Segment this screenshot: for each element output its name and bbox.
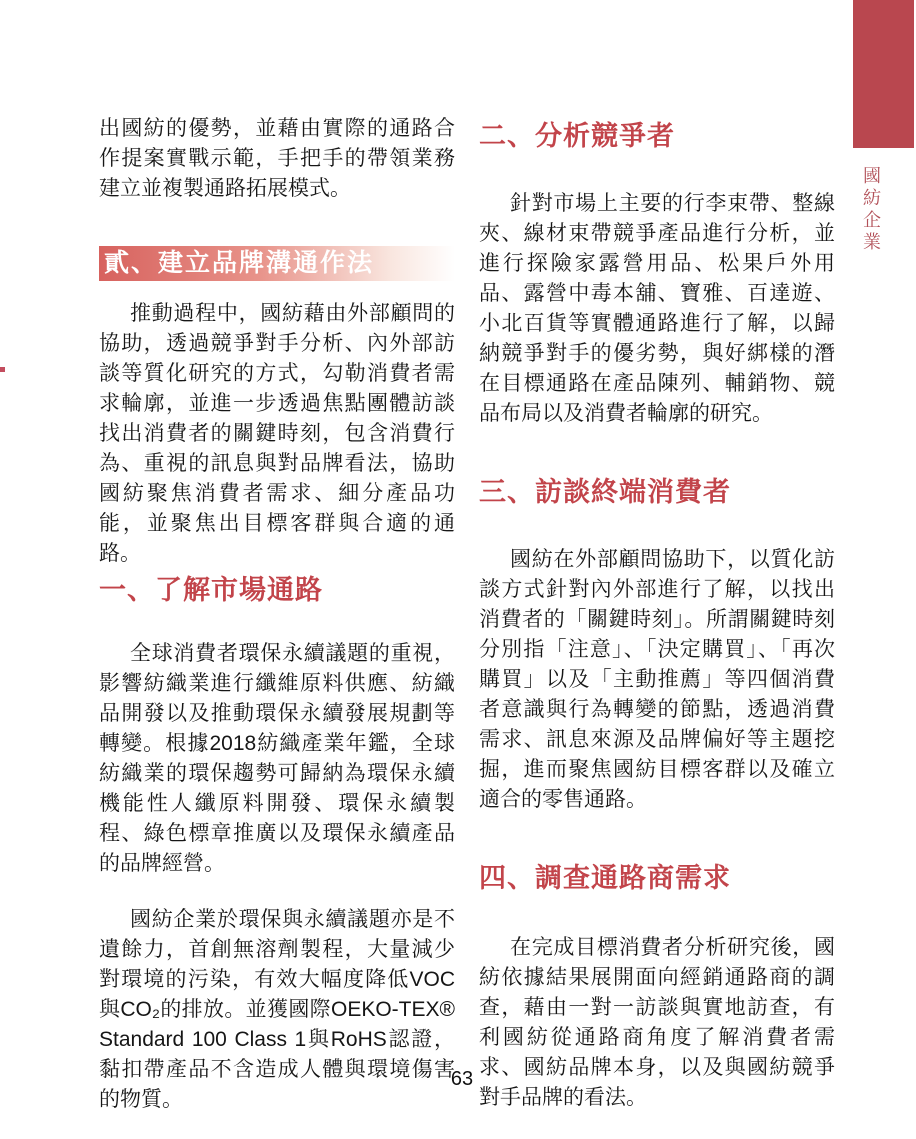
heading-market-channels: 一、了解市場通路	[99, 575, 323, 605]
market-paragraph-2: 國紡企業於環保與永續議題亦是不遺餘力，首創無溶劑製程，大量減少對環境的污染，有效大幅度降低VOC與CO₂的排放。並獲國際OEKO-TEX® Standard 100 Class 1與RoHS認證，黏扣帶產品不含造成人體與環境傷害的物質。	[99, 908, 455, 1111]
edge-trim-mark	[0, 367, 5, 372]
corner-accent-block	[853, 0, 914, 148]
heading-channel-survey: 四、調查通路商需求	[479, 863, 731, 893]
consumers-paragraph: 國紡在外部顧問協助下，以質化訪談方式針對內外部進行了解，以找出消費者的「關鍵時刻」。所謂關鍵時刻分別指「注意」、「決定購買」、「再次購買」以及「主動推薦」等四個消費者意識與行為轉變的節點，透過消費需求、訊息來源及品牌偏好等主題挖掘，進而聚焦國紡目標客群以及確立適合的零售通路。	[479, 548, 835, 811]
section-banner	[99, 246, 455, 281]
intro-paragraph: 出國紡的優勢，並藉由實際的通路合作提案實戰示範，手把手的帶領業務建立並複製通路拓展模式。	[99, 117, 455, 200]
banner-section-paragraph: 推動過程中，國紡藉由外部顧問的協助，透過競爭對手分析、內外部訪談等質化研究的方式，勾勒消費者需求輪廓，並進一步透過焦點團體訪談找出消費者的關鍵時刻，包含消費行為、重視的訊息與對品牌看法，協助國紡聚焦消費者需求、細分產品功能，並聚焦出目標客群與合適的通路。	[99, 302, 455, 565]
market-paragraph-1: 全球消費者環保永續議題的重視，影響紡織業進行纖維原料供應、紡織品開發以及推動環保永續發展規劃等轉變。根據2018紡織產業年鑑，全球紡織業的環保趨勢可歸納為環保永續機能性人纖原料開發、環保永續製程、綠色標章推廣以及環保永續產品的品牌經營。	[99, 642, 455, 875]
left-column	[99, 114, 455, 1115]
page-number: 63	[450, 1068, 474, 1090]
heading-interview-consumers: 三、訪談終端消費者	[479, 477, 731, 507]
right-column	[479, 114, 835, 1113]
heading-analyze-competitors: 二、分析競爭者	[479, 121, 675, 151]
channels-paragraph: 在完成目標消費者分析研究後，國紡依據結果展開面向經銷通路商的調查，藉由一對一訪談與實地訪查，有利國紡從通路商角度了解消費者需求、國紡品牌本身，以及與國紡競爭對手品牌的看法。	[479, 936, 835, 1109]
competitors-paragraph: 針對市場上主要的行李束帶、整線夾、線材束帶競爭產品進行分析，並進行探險家露營用品、松果戶外用品、露營中毒本舖、寶雅、百達遊、小北百貨等實體通路進行了解，以歸納競爭對手的優劣勢，與好綁樣的潛在目標通路在產品陳列、輔銷物、競品布局以及消費者輪廓的研究。	[479, 192, 835, 425]
section-banner-title: 貳、建立品牌溝通作法	[104, 249, 375, 277]
chapter-side-tab: 國紡企業	[861, 166, 881, 254]
